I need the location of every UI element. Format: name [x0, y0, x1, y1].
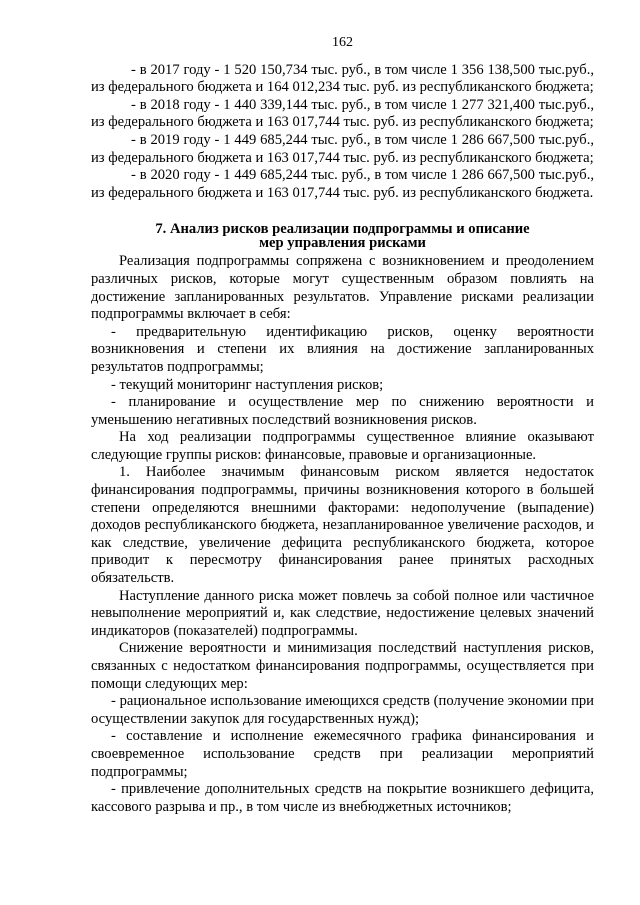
list-item-identification: - предварительную идентификацию рисков, оценку вероятности возникновения и степени их влияния на достижение запланированных результатов подпрограммы;	[91, 323, 594, 375]
list-item-rational-use: - рациональное использование имеющихся средств (получение экономии при осуществлении закупок для государственных нужд);	[91, 693, 594, 727]
paragraph-mitigation: Снижение вероятности и минимизация последствий наступления рисков, связанных с недостатком финансирования подпрограммы, осуществляется при помощи следующих мер:	[91, 640, 594, 692]
paragraph-risk-groups: На ход реализации подпрограммы существенное влияние оказывают следующие группы рисков: финансовые, правовые и организационные.	[91, 429, 594, 463]
section-heading	[91, 222, 594, 250]
funding-2020: - в 2020 году - 1 449 685,244 тыс. руб., в том числе 1 286 667,500 тыс.руб., из федерального бюджета и 163 017,744 тыс. руб. из республиканского бюджета.	[91, 167, 594, 201]
funding-2017: - в 2017 году - 1 520 150,734 тыс. руб., в том числе 1 356 138,500 тыс.руб., из федерального бюджета и 164 012,234 тыс. руб. из республиканского бюджета;	[91, 61, 594, 96]
funding-2018: - в 2018 году - 1 440 339,144 тыс. руб., в том числе 1 277 321,400 тыс.руб., из федерального бюджета и 163 017,744 тыс. руб. из республиканского бюджета;	[91, 96, 594, 131]
page-number: 162	[332, 35, 353, 50]
paragraph-financial-risk: 1. Наиболее значимым финансовым риском является недостаток финансирования подпрограммы, причины возникновения которого в большей степени определяются внешними факторами: недополучение (выпадение) доходов республиканского бюджета, незапланированное увеличение расходов, и как следствие, увеличение дефицита республиканского бюджета, которое приводит к пересмотру финансирования ранее принятых расходных обязательств.	[91, 464, 594, 587]
list-item-schedule: - составление и исполнение ежемесячного графика финансирования и своевременное использование средств при реализации мероприятий подпрограммы;	[91, 728, 594, 780]
funding-2019: - в 2019 году - 1 449 685,244 тыс. руб., в том числе 1 286 667,500 тыс.руб., из федерального бюджета и 163 017,744 тыс. руб. из республиканского бюджета;	[91, 131, 594, 166]
list-item-planning: - планирование и осуществление мер по снижению вероятности и уменьшению негативных последствий возникновения рисков.	[91, 394, 594, 428]
section-heading-line-1: 7. Анализ рисков реализации подпрограммы и описание	[155, 221, 530, 238]
list-item-additional-funds: - привлечение дополнительных средств на покрытие возникшего дефицита, кассового разрыва и пр., в том числе из внебюджетных источников;	[91, 781, 594, 815]
paragraph-intro: Реализация подпрограммы сопряжена с возникновением и преодолением различных рисков, которые могут существенным образом повлиять на достижение запланированных результатов. Управление рисками реализации подпрограммы включает в себя:	[91, 253, 594, 323]
section-heading-line-2: мер управления рисками	[259, 235, 426, 252]
list-item-monitoring: - текущий мониторинг наступления рисков;	[111, 376, 384, 393]
document-page	[91, 34, 594, 816]
paragraph-risk-consequences: Наступление данного риска может повлечь за собой полное или частичное невыполнение мероприятий и, как следствие, недостижение целевых значений индикаторов (показателей) подпрограммы.	[91, 587, 594, 639]
